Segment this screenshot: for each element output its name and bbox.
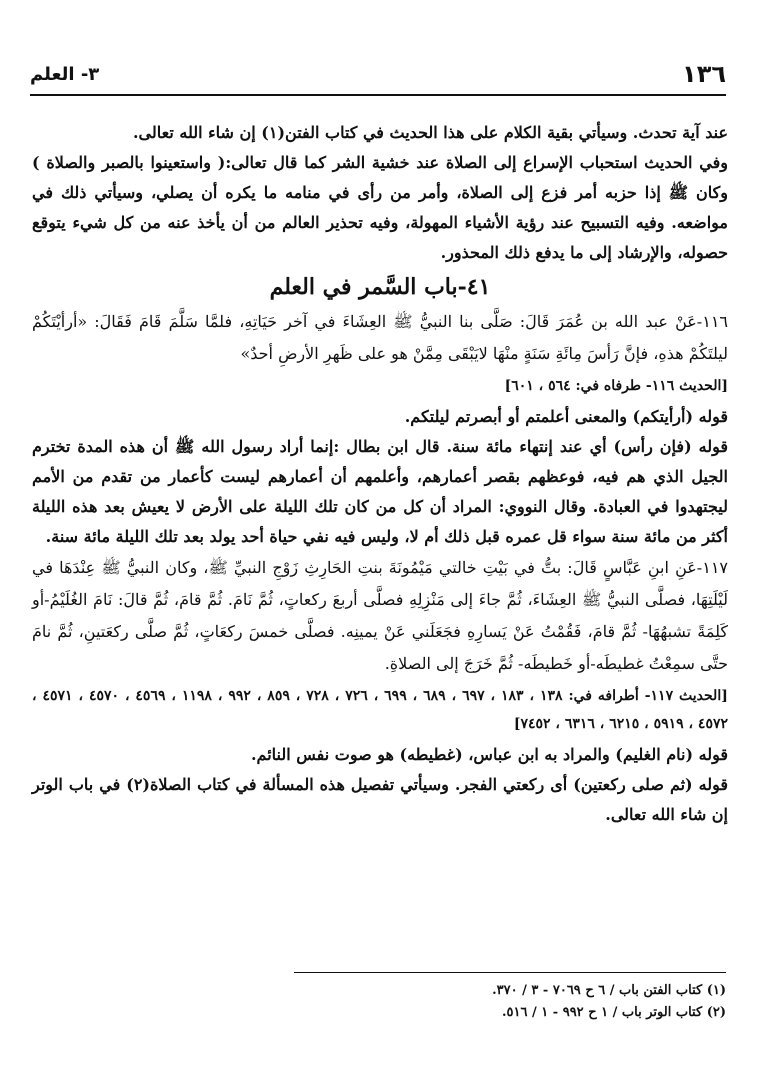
chapter-title: ٤١-باب السَّمر في العلم (269, 274, 491, 300)
commentary-paragraph (32, 432, 728, 552)
page-header (30, 58, 726, 96)
hadith-116-refs: [الحديث ١١٦- طرفاه في: ٥٦٤ ، ٦٠١] (504, 378, 728, 394)
commentary-paragraph (32, 770, 728, 830)
commentary-paragraph (32, 740, 728, 770)
commentary-text: (ثم صلى ركعتين) أى ركعتي الفجر. وسيأتي تفصيل هذه المسألة في كتاب الصلاة(٢) في باب الوتر إن شاء الله تعالى. (32, 775, 728, 824)
hadith-117: ١١٧-عَنِ ابنِ عَبَّاسٍ قَالَ: بتُّ في بَيْتِ خالتي مَيْمُونَةَ بنتِ الحَارِثِ زَوْجِ النبيِّ ﷺ، وكان النبيُّ ﷺ عِنْدَهَا في لَيْلَتِهَا، فصلَّى النبيُّ ﷺ العِشَاءَ، ثُمَّ جاءَ إلى مَنْزِلِهِ فصلَّى أربعَ ركعاتٍ، ثُمَّ نَامَ. ثُمَّ قامَ، ثُمَّ قالَ: نَامَ الغُلَيْمُ-أو كَلِمَةً تشبهُهَا- ثُمَّ قامَ، فَقُمْتُ عَنْ يَسارِهِ فجَعَلَني عَنْ يمينِه. فصلَّى خمسَ ركعَاتٍ، ثُمَّ صلَّى ركعَتينِ، ثُمَّ نامَ حتَّى سمِعْتُ غطيطَه-أو خَطيطَه- ثُمَّ خَرَجَ إلى الصلاةِ. (32, 558, 728, 673)
footnote: (٢) كتاب الوتر باب / ١ ح ٩٩٢ - ١ / ٥١٦. (501, 1005, 726, 1020)
footnote-divider (294, 972, 726, 973)
commentary-text: (فإن رأس) أي عند إنتهاء مائة سنة. قال ابن بطال :إنما أراد رسول الله ﷺ أن هذه المدة تخترم الجيل الذي هم فيه، فوعظهم بقصر أعمارهم، وأعلمهم أن أعمارهم ليست كأعمار من تقدم من الأمم ليجتهدوا في العبادة. وقال النووي: المراد أن كل من كان تلك الليلة على الأرض لا يعيش بعد هذه الليلة أكثر من مائة سنة سواء قل عمره قبل ذلك أم لا، وليس فيه نفي حياة أحد يولد بعد تلك الليلة مائة سنة. (32, 437, 728, 546)
commentary-keyword: قوله (698, 745, 728, 764)
page-number: ١٣٦ (682, 60, 726, 88)
commentary-text: (أرأيتكم) والمعنى أعلمتم أو أبصرتم ليلتكم. (404, 407, 699, 426)
footnotes (294, 980, 726, 1024)
hadith-116: ١١٦-عَنْ عبد الله بن عُمَرَ قَالَ: صَلَّى بنا النبيُّ ﷺ العِشَاءَ في آخر حَيَاتِهِ، فلمَّا سَلَّمَ قَامَ فَقَالَ: «أرأيْتَكُمْ ليلتَكُمْ هذهِ، فإنَّ رَأسَ مِائَةِ سَنَةٍ منْهَا لايَبْقَى مِمَّنْ هو على ظَهرِ الأرضِ أحدٌ» (32, 312, 728, 363)
commentary-text: (نام الغليم) والمراد به ابن عباس، (غطيطه) هو صوت نفس النائم. (250, 745, 699, 764)
paragraph: عند آية تحدث. وسيأتي بقية الكلام على هذا الحديث في كتاب الفتن(١) إن شاء الله تعالى. (132, 123, 728, 142)
hadith-117-refs: [الحديث ١١٧- أطرافه في: ١٣٨ ، ١٨٣ ، ٦٩٧ ، ٦٨٩ ، ٦٩٩ ، ٧٢٦ ، ٧٢٨ ، ٨٥٩ ، ٩٩٢ ، ١١٩٨ ، ٤٥٦٩ ، ٤٥٧٠ ، ٤٥٧١ ، ٤٥٧٢ ، ٥٩١٩ ، ٦٢١٥ ، ٦٣١٦ ، ٧٤٥٢] (32, 688, 728, 732)
commentary-paragraph (32, 402, 728, 432)
paragraph: وفي الحديث استحباب الإسراع إلى الصلاة عند خشية الشر كما قال تعالى:( واستعينوا بالصبر والصلاة ) وكان ﷺ إذا حزبه أمر فزع إلى الصلاة، وأمر من رأى في منامه ما يكره أن يصلي، وسيأتي ذلك في مواضعه. وفيه التسبيح عند رؤية الأشياء المهولة، وفيه تحذير العالم من أن يأخذ عنه من كل شيء يتوقع حصوله، والإرشاد إلى ما يدفع ذلك المحذور. (32, 153, 729, 262)
page-body (32, 118, 728, 830)
chapter-name: ٣- العلم (30, 64, 100, 85)
commentary-keyword: قوله (698, 437, 728, 456)
footnote: (١) كتاب الفتن باب / ٦ ح ٧٠٦٩ - ٣ / ٣٧٠. (492, 983, 726, 998)
commentary-keyword: قوله (698, 775, 728, 794)
commentary-keyword: قوله (698, 407, 728, 426)
